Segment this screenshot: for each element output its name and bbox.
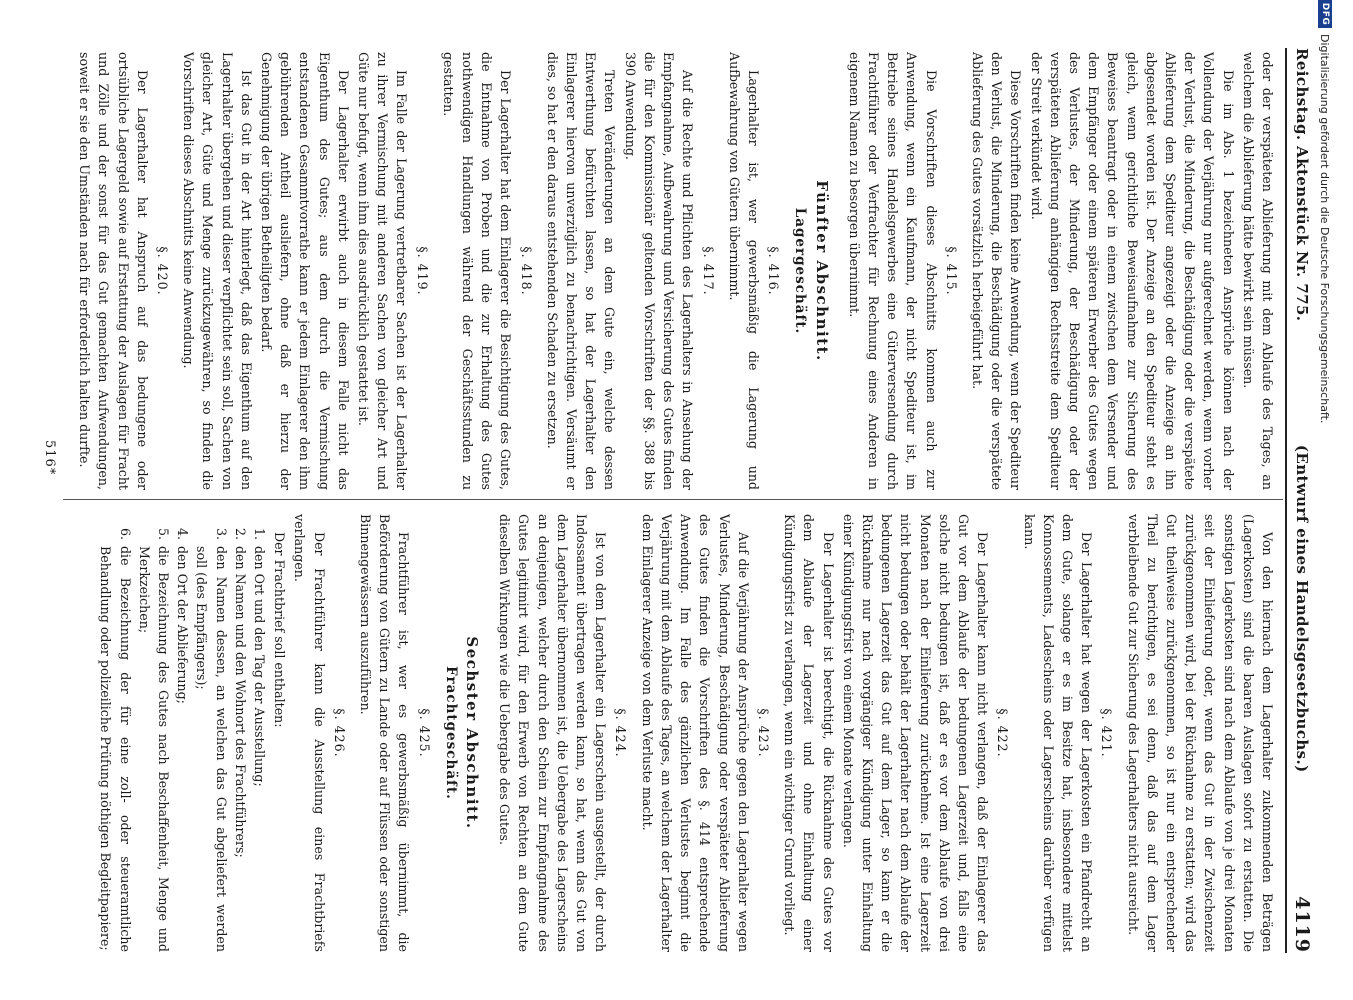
list-item [135, 514, 173, 952]
list-text: den Ort der Ablieferung; [175, 546, 191, 704]
paragraph: oder der verspäteten Ablieferung mit dem Ablaufe des Tages, an welchem die Ablieferung hätte bewirkt sein müssen. [1240, 52, 1275, 490]
section-number: §. 417. [700, 246, 716, 296]
paragraph: Der Lagerhalter hat Anspruch auf das bedungene oder ortsübliche Lagergeld sowie auf Erstattung der Auslagen für Fracht und Zölle und der sonst für das Gut gemachten Aufwendungen, soweit er sie den Umständen nach für erforderlich halten durfte. [77, 52, 150, 490]
paragraph: Im Falle der Lagerung vertretbarer Sachen ist der Lagerhalter zu ihrer Vermischung mit anderen Sachen von gleicher Art und Güte nur befugt, wenn ihm dies ausdrücklich gestattet ist. [356, 52, 410, 490]
list-item [250, 514, 269, 952]
paragraph: Der Lagerhalter kann nicht verlangen, daß der Einlagerer das Gut vor dem Ablaufe der bedungenen Lagerzeit und, falls eine solche nicht bedungen ist, daß er es vor dem Ablaufe von drei Monaten nach der Einlieferung zurücknehme. Ist eine Lagerzeit nicht bedungen oder behält der Lagerhalter nach dem Ablaufe der bedungenen Lagerzeit das Gut auf dem Lager, so kann er die Rücknahme nur nach vorgängiger Kündigung unter Einhaltung einer Kündigungsfrist von einem Monate verlangen. [840, 514, 991, 952]
paragraph: Der Lagerhalter hat dem Einlagerer die Besichtigung des Gutes, die Entnahme von Proben und die zur Erhaltung des Gutes nothwendigen Handlungen während der Geschäftsstunden zu gestatten. [440, 52, 514, 490]
paragraph: Von den hiernach dem Lagerhalter zukommenden Beträgen (Lagerkosten) sind die baaren Auslagen sofort zu erstatten. Die sonstigen Lagerkosten sind nach dem Ablaufe von je drei Monaten seit der Einlieferung oder, wenn das Gut in der Zwischenzeit zurückgenommen wird, bei der Rücknahme zu erstatten; wird das Gut theilweise zurückgenommen, so ist nur ein entsprechender Theil zu berichtigen, es sei denn, daß das auf dem Lager verbleibende Gut zur Sicherung des Lagerhalters nicht ausreicht. [1125, 514, 1275, 952]
digitization-note-text: Digitalisierung gefördert durch die Deutsche Forschungsgemeinschaft. [1318, 34, 1332, 424]
chapter-title: Fünfter Abschnitt. [812, 180, 831, 362]
paragraph: Der Lagerhalter hat wegen der Lagerkosten ein Pfandrecht an dem Gute, solange er es im Besitze hat, insbesondere mittelst Konnossements, Ladescheins oder Lagerscheins darüber verfügen kann. [1021, 514, 1095, 952]
list-text: den Namen und den Wohnort des Frachtführers; [232, 546, 248, 858]
list-item [231, 514, 250, 952]
right-column [47, 514, 1277, 952]
list-number: 2. [232, 527, 248, 540]
paragraph: Frachtführer ist, wer es gewerbsmäßig übernimmt, die Beförderung von Gütern zu Lande oder auf Flüssen oder sonstigen Binnengewässern auszuführen. [358, 514, 412, 952]
list-text: die Bezeichnung der für eine zoll- oder steueramtliche Behandlung oder polizeiliche Prüfung nöthigen Begleitpapiere; [98, 546, 133, 952]
paragraph: Der Frachtbrief soll enthalten: [272, 532, 288, 728]
section-number: §. 422. [995, 708, 1011, 758]
paragraph: Auf die Rechte und Pflichten des Lagerhalters in Ansehung der Empfangnahme, Aufbewahrung und Versicherung des Gutes finden die für den Kommissionär geltenden Vorschriften der §§. 388 bis 390 Anwendung. [622, 52, 696, 490]
list-number: 4. [175, 527, 191, 540]
section-number: §. 418. [518, 246, 534, 296]
chapter-subtitle: Lagergeschäft. [792, 207, 809, 335]
paragraph: Der Frachtführer kann die Ausstellung eines Frachtbriefs verlangen. [292, 514, 327, 952]
column-divider [63, 499, 1283, 500]
dfg-logo-icon: DFG [1318, 0, 1332, 28]
paragraph: Der Lagerhalter erwirbt auch in diesem Falle nicht das Eigenthum des Gutes; aus dem durch die Vermischung entstandenen Gesammtvorrathe kann er jedem Einlagerer den ihm gebührenden Antheil ausliefern, ohne daß er hierzu der Genehmigung der übrigen Betheiligten bedarf. [259, 52, 351, 490]
list-item [192, 514, 230, 952]
section-number: §. 415. [943, 246, 959, 296]
list-number: 6. [117, 527, 133, 540]
paragraph: Treten Veränderungen an dem Gute ein, welche dessen Entwerthung befürchten lassen, so hat der Lagerhalter den Einlagerer hiervon unverzüglich zu benachrichtigen. Versäumt er dies, so hat er den daraus entstehenden Schaden zu ersetzen. [544, 52, 618, 490]
paragraph: Diese Vorschriften finden keine Anwendung, wenn der Spediteur den Verlust, die Minderung, die Beschädigung oder die verspätete Ablieferung des Gutes vorsätzlich herbeigeführt hat. [969, 52, 1024, 490]
left-column [47, 52, 1277, 490]
paragraph: Die Vorschriften dieses Abschnitts kommen auch zur Anwendung, wenn ein Kaufmann, der nicht Spediteur ist, im Betriebe seines Handelsgewerbes eine Güterversendung durch Frachtführer oder Verfrachter für Rechnung eines Anderen in eigenem Namen zu besorgen übernimmt. [846, 52, 939, 490]
list-text: den Ort und den Tag der Ausstellung; [252, 546, 268, 787]
section-number: §. 426. [331, 708, 347, 758]
list-number: 5. [156, 527, 172, 540]
paragraph: Auf die Verjährung der Ansprüche gegen den Lagerhalter wegen Verlustes, Minderung, Beschädigung oder verspäteter Ablieferung des Gutes finden die Vorschriften des §. 414 entsprechende Anwendung. Im Falle des gänzlichen Verlustes beginnt die Verjährung mit dem Ablaufe des Tages, an welchem der Lagerhalter dem Einlagerer Anzeige von dem Verluste macht. [639, 514, 751, 952]
page-number: 4119 [1291, 896, 1313, 953]
digitization-note [1311, 0, 1343, 1000]
chapter-subtitle: Frachtgeschäft. [442, 666, 459, 800]
header-title: (Entwurf eines Handelsgesetzbuchs.) [1293, 444, 1311, 773]
paragraph: Ist von dem Lagerhalter ein Lagerschein ausgestellt, der durch Indossament übertragen werden kann, so hat, wenn das Gut von dem Lagerhalter übernommen ist, die Uebergabe des Lagerscheins an denjenigen, welcher durch den Schein zur Empfangnahme des Gutes legitimirt wird, für den Erwerb von Rechten an dem Gute dieselben Wirkungen wie die Uebergabe des Gutes. [497, 514, 609, 952]
list-text: den Namen dessen, an welchen das Gut abgeliefert werden soll (des Empfängers); [194, 546, 229, 952]
list-number: 1. [252, 527, 268, 540]
header-journal: Reichstag. Aktenstück Nr. 775. [1293, 48, 1311, 322]
section-number: §. 419. [414, 246, 430, 296]
section-number: §. 423. [755, 708, 771, 758]
chapter-title: Sechster Abschnitt. [463, 636, 482, 830]
paragraph: Die im Abs. 1 bezeichneten Ansprüche können nach der Vollendung der Verjährung nur aufgerechnet werden, wenn vorher der Verlust, die Minderung, die Beschädigung oder die verspätete Ablieferung dem Spediteur angezeigt oder die Anzeige an ihn abgesendet worden ist. Der Anzeige an den Spediteur steht es gleich, wenn gerichtliche Beweisaufnahme zur Sicherung des Beweises beantragt oder in einem zwischen dem Versender und dem Empfänger oder einem späteren Erwerber des Gutes wegen des Verlustes, der Minderung, der Beschädigung oder der verspäteten Ablieferung anhängigen Rechtsstreite dem Spediteur der Streit verkündet wird. [1028, 52, 1236, 490]
list-item [96, 514, 134, 952]
sheet-number: 516* [42, 440, 57, 476]
paragraph: Lagerhalter ist, wer gewerbsmäßig die Lagerung und Aufbewahrung von Gütern übernimmt. [726, 52, 761, 490]
list-text: die Bezeichnung des Gutes nach Beschaffenheit, Menge und Merkzeichen; [136, 546, 172, 952]
list-number: 3. [213, 527, 229, 540]
paragraph: Der Lagerhalter ist berechtigt, die Rücknahme des Gutes vor dem Ablaufe der Lagerzeit und ohne Einhaltung einer Kündigungsfrist zu verlangen, wenn ein wichtiger Grund vorliegt. [782, 514, 836, 952]
header-rule [1285, 48, 1287, 953]
list-item [173, 514, 192, 952]
section-number: §. 425. [416, 708, 432, 758]
paragraph: Ist das Gut in der Art hinterlegt, daß das Eigenthum auf den Lagerhalter übergehen und dieser verpflichtet sein soll, Sachen von gleicher Art, Güte und Menge zurückzugewähren, so finden die Vorschriften dieses Abschnitts keine Anwendung. [181, 52, 254, 490]
section-number: §. 416. [766, 246, 782, 296]
section-number: §. 420. [155, 246, 171, 296]
section-number: §. 424. [613, 708, 629, 758]
enumerated-list [96, 514, 269, 952]
section-number: §. 421. [1099, 708, 1115, 758]
